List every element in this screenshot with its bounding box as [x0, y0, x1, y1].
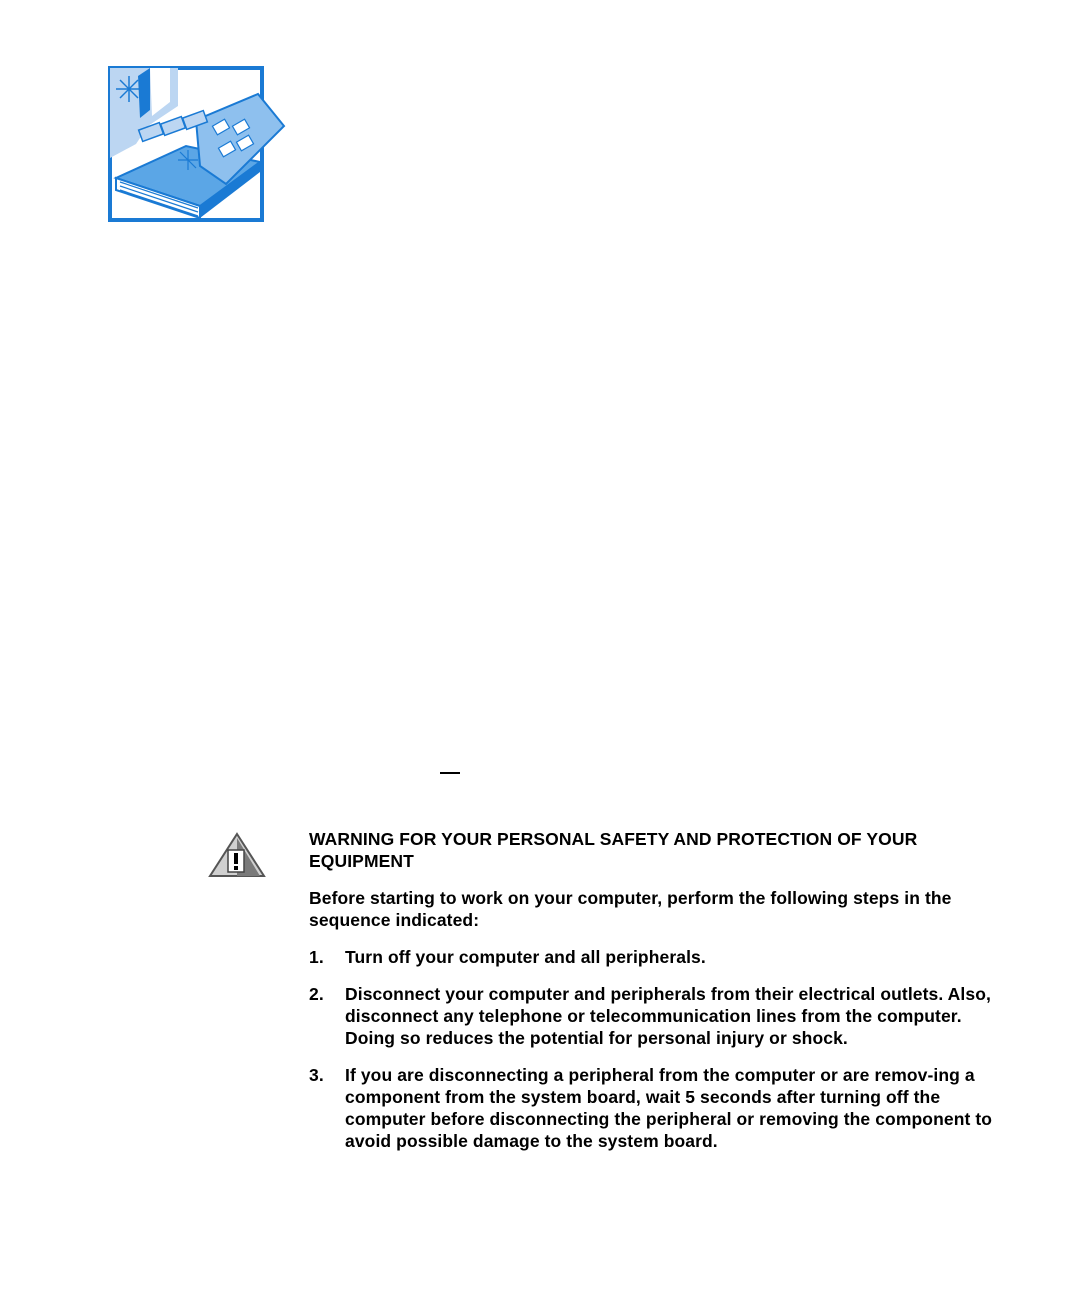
step-text: Disconnect your computer and peripherals from their electrical outlets. Also, disconnect any telephone or telecommunication lines from the computer. Doing so reduces the potential for personal injury or shock.	[345, 984, 991, 1048]
warning-section	[309, 828, 1009, 1167]
warning-triangle-icon	[208, 832, 266, 878]
step-number: 1.	[309, 947, 324, 967]
book-with-circuit-board-icon	[108, 66, 286, 222]
list-item	[309, 983, 1009, 1049]
step-number: 2.	[309, 984, 324, 1004]
step-text: If you are disconnecting a peripheral from the computer or are remov-ing a component from the system board, wait 5 seconds after turning off the computer before disconnecting the peripheral or removing the component to avoid possible damage to the system board.	[345, 1065, 993, 1151]
warning-title: WARNING FOR YOUR PERSONAL SAFETY AND PROTECTION OF YOUR EQUIPMENT	[309, 829, 918, 871]
list-item	[309, 1064, 1009, 1152]
dash-mark	[440, 772, 460, 774]
steps-list	[309, 946, 1009, 1152]
step-number: 3.	[309, 1065, 324, 1085]
step-text: Turn off your computer and all peripherals.	[345, 947, 706, 967]
list-item	[309, 946, 1009, 968]
warning-intro: Before starting to work on your computer, perform the following steps in the sequence indicated:	[309, 888, 952, 930]
